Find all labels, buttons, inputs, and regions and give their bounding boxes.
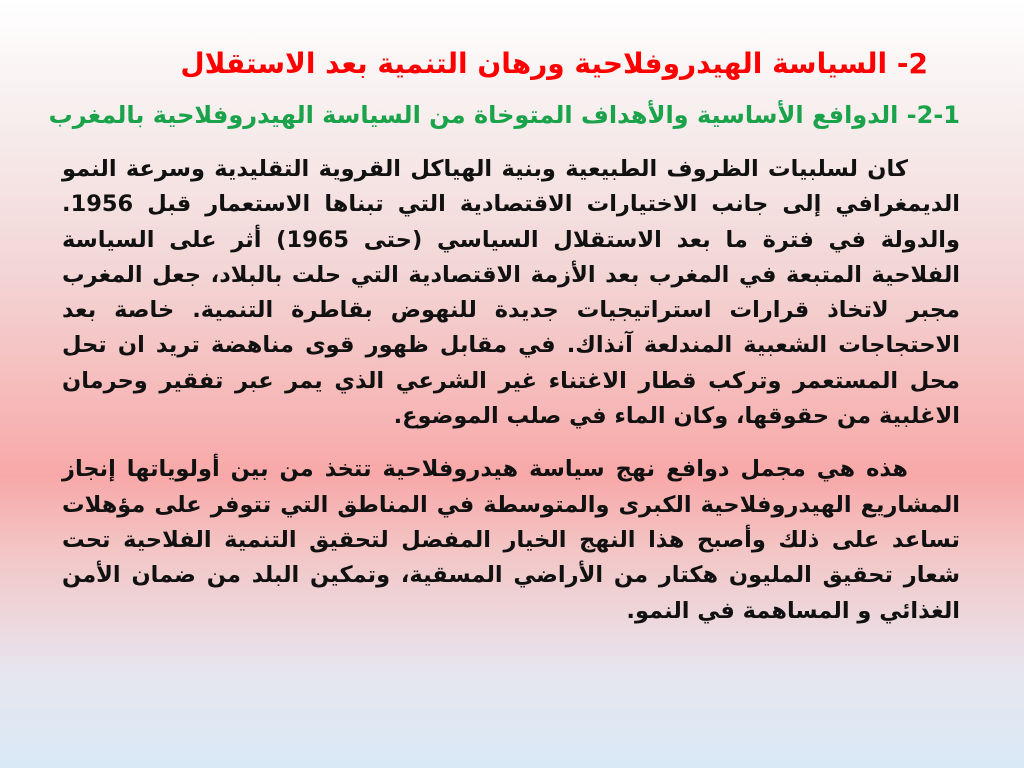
- body-paragraph-1: كان لسلبيات الظروف الطبيعية وبنية الهياكل القروية التقليدية وسرعة النمو الديمغرافي إلى جانب الاختيارات الاقتصادية التي تبناها الاستعمار قبل 1956. والدولة في فترة ما بعد الاستقلال السياسي (حتى 1965) أثر على السياسة الفلاحية المتبعة في المغرب بعد الأزمة الاقتصادية التي حلت بالبلاد، جعل المغرب مجبر لاتخاذ قرارات استراتيجيات جديدة للنهوض بقاطرة التنمية. خاصة بعد الاحتجاجات الشعبية المندلعة آنذاك. في مقابل ظهور قوى مناهضة تريد ان تحل محل المستعمر وتركب قطار الاغتناء غير الشرعي الذي يمر عبر تفقير وحرمان الاغلبية من حقوقها، وكان الماء في صلب الموضوع.: [62, 156, 960, 430]
- slide-body: [62, 152, 960, 629]
- body-paragraph-2: هذه هي مجمل دوافع نهج سياسة هيدروفلاحية تتخذ من بين أولوياتها إنجاز المشاريع الهيدروفلاحية الكبرى والمتوسطة في المناطق التي تتوفر على مؤهلات تساعد على ذلك وأصبح هذا النهج الخيار المفضل لتحقيق التنمية الفلاحية تحت شعار تحقيق المليون هكتار من الأراضي المسقية، وتمكين البلد من ضمان الأمن الغذائي و المساهمة في النمو.: [62, 456, 960, 624]
- slide-title: 2- السياسة الهيدروفلاحية ورهان التنمية بعد الاستقلال: [180, 47, 928, 80]
- slide-subtitle: 2-1- الدوافع الأساسية والأهداف المتوخاة من السياسة الهيدروفلاحية بالمغرب: [48, 101, 960, 129]
